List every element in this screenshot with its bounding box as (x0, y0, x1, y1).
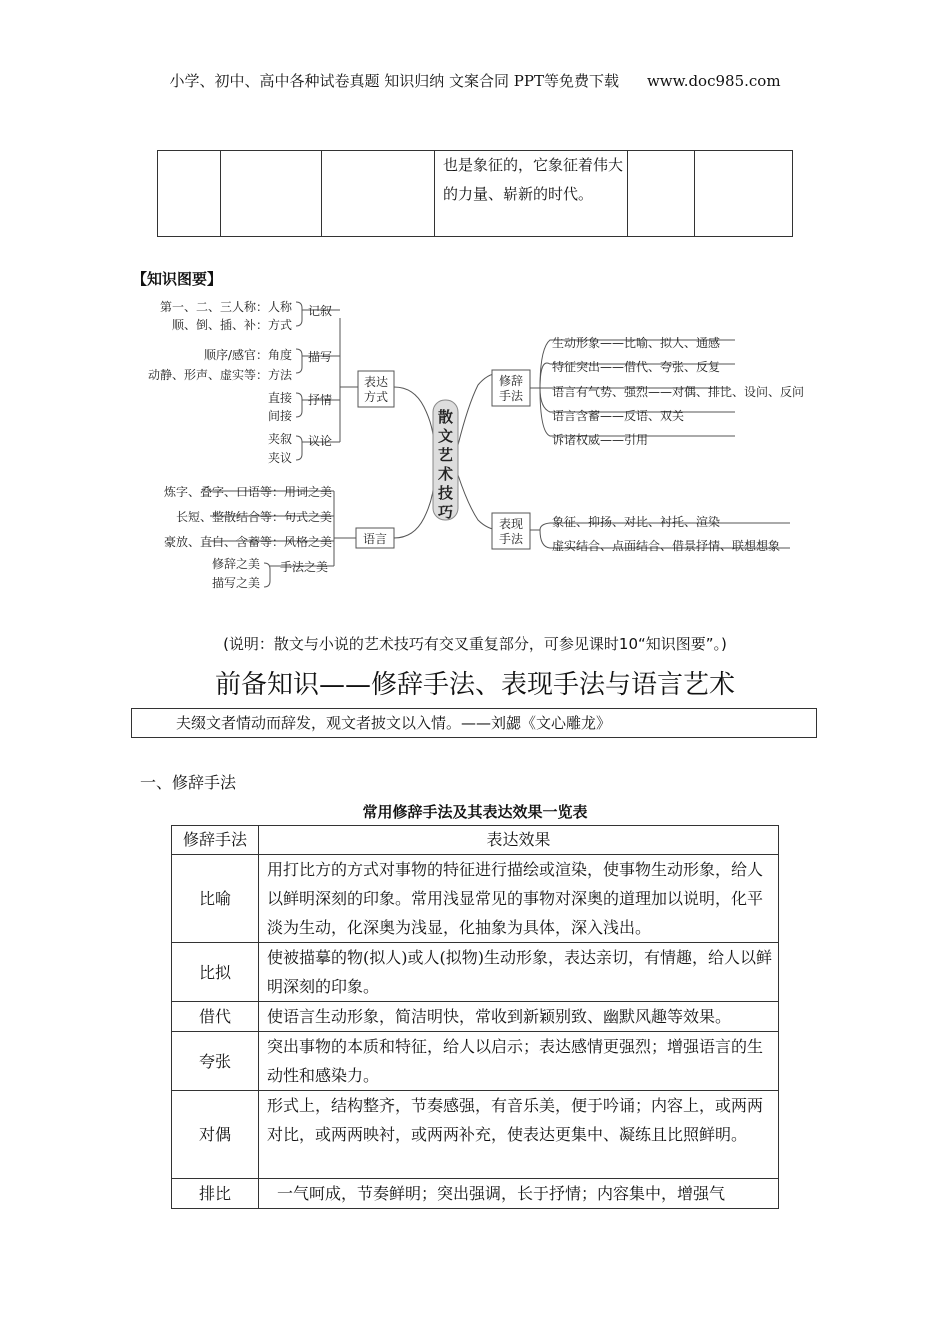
leaf-text: 语言含蓄——反语、双关 (552, 409, 685, 423)
label-yilun: 议论 (308, 434, 333, 448)
header-text: 小学、初中、高中各种试卷真题 知识归纳 文案合同 PPT等免费下载 (169, 72, 619, 90)
label-yuyan: 语言 (362, 532, 388, 546)
table-cell-symbol-text: 也是象征的，它象征着伟大的力量、崭新的时代。 (435, 151, 628, 237)
center-char: 艺 (437, 446, 454, 464)
table-row (172, 1091, 779, 1179)
leaf-text: 生动形象——比喻、拟人、通感 (552, 336, 721, 350)
center-char: 散 (437, 408, 454, 426)
table-header-row (172, 826, 779, 855)
leaf-text: 语言有气势、强烈——对偶、排比、设问、反问 (552, 385, 805, 399)
leaf-text: 炼字、叠字、口语等：用词之美 (163, 485, 332, 499)
label-miaoxie: 描写 (308, 350, 333, 364)
label-biaoda-1: 表达 (363, 375, 389, 389)
table-row (172, 943, 779, 1002)
leaf-text: 动静、形声、虚实等：方法 (147, 368, 292, 382)
label-xiuci-2: 手法 (498, 389, 524, 403)
leaf-text: 手法之美 (280, 560, 329, 574)
header-site[interactable]: www.doc985.com (646, 72, 781, 90)
leaf-text: 诉诸权威——引用 (552, 433, 649, 447)
subsection-title: 一、修辞手法 (140, 773, 237, 792)
continuation-table (157, 150, 793, 237)
row-effect: 使被描摹的物(拟人)或人(拟物)生动形象，表达亲切，有情趣，给人以鲜明深刻的印象。 (259, 943, 779, 1002)
table-cell (158, 151, 221, 237)
rhetoric-table (171, 825, 779, 1209)
column-header: 修辞手法 (172, 826, 259, 855)
leaf-text: 夹议 (267, 451, 292, 465)
section-title: 【知识图要】 (132, 270, 223, 288)
leaf-text: 顺、倒、插、补：方式 (171, 318, 292, 332)
leaf-text: 长短、整散结合等：句式之美 (175, 510, 332, 524)
row-name: 对偶 (172, 1091, 259, 1179)
row-effect: 形式上，结构整齐，节奏感强，有音乐美，便于吟诵；内容上，或两两对比，或两两映衬，或两两补充，使表达更集中、凝练且比照鲜明。 (259, 1091, 779, 1179)
label-xiuci-1: 修辞 (498, 374, 524, 388)
label-biaoxian-2: 手法 (498, 532, 524, 546)
table-row (172, 1179, 779, 1209)
leaf-text: 描写之美 (211, 576, 260, 590)
leaf-text: 豪放、直白、含蓄等：风格之美 (163, 535, 332, 549)
page-heading: 前备知识——修辞手法、表现手法与语言艺术 (214, 670, 735, 700)
row-effect: 一气呵成，节奏鲜明；突出强调，长于抒情；内容集中，增强气 (259, 1179, 779, 1209)
table-cell (695, 151, 793, 237)
row-name: 排比 (172, 1179, 259, 1209)
table-row (172, 855, 779, 943)
center-char: 文 (437, 427, 454, 445)
center-char: 术 (437, 465, 454, 483)
note-text: (说明：散文与小说的艺术技巧有交叉重复部分，可参见课时10“知识图要”。) (223, 635, 727, 653)
label-biaoda-2: 方式 (363, 390, 389, 404)
row-name: 夸张 (172, 1032, 259, 1091)
table-cell (322, 151, 435, 237)
row-effect: 使语言生动形象，简洁明快，常收到新颖别致、幽默风趣等效果。 (259, 1002, 779, 1032)
page-header (0, 70, 950, 91)
label-shuqing: 抒情 (308, 393, 333, 407)
table-row (172, 1032, 779, 1091)
knowledge-mindmap (140, 290, 820, 600)
leaf-text: 修辞之美 (211, 557, 260, 571)
center-char: 技 (437, 484, 454, 502)
label-jixu: 记叙 (308, 304, 333, 318)
row-effect: 突出事物的本质和特征，给人以启示；表达感情更强烈；增强语言的生动性和感染力。 (259, 1032, 779, 1091)
leaf-text: 夹叙 (267, 432, 292, 446)
leaf-text: 第一、二、三人称：人称 (159, 300, 292, 314)
column-header: 表达效果 (259, 826, 779, 855)
quote-box: 夫缀文者情动而辞发，观文者披文以入情。——刘勰《文心雕龙》 (131, 708, 817, 738)
table-caption: 常用修辞手法及其表达效果一览表 (362, 803, 588, 821)
row-name: 比喻 (172, 855, 259, 943)
row-effect: 用打比方的方式对事物的特征进行描绘或渲染，使事物生动形象，给人以鲜明深刻的印象。常用浅显常见的事物对深奥的道理加以说明，化平淡为生动，化深奥为浅显，化抽象为具体，深入浅出。 (259, 855, 779, 943)
table-row (172, 1002, 779, 1032)
leaf-text: 顺序/感官：角度 (203, 348, 292, 362)
leaf-text: 象征、抑扬、对比、衬托、渲染 (552, 515, 721, 529)
leaf-text: 特征突出——借代、夸张、反复 (552, 360, 721, 374)
row-name: 借代 (172, 1002, 259, 1032)
table-cell (628, 151, 695, 237)
row-name: 比拟 (172, 943, 259, 1002)
center-char: 巧 (437, 503, 454, 521)
leaf-text: 虚实结合、点面结合、借景抒情、联想想象 (552, 539, 781, 553)
leaf-text: 直接 (267, 391, 292, 405)
table-cell (221, 151, 322, 237)
leaf-text: 间接 (267, 409, 292, 423)
label-biaoxian-1: 表现 (498, 517, 524, 531)
